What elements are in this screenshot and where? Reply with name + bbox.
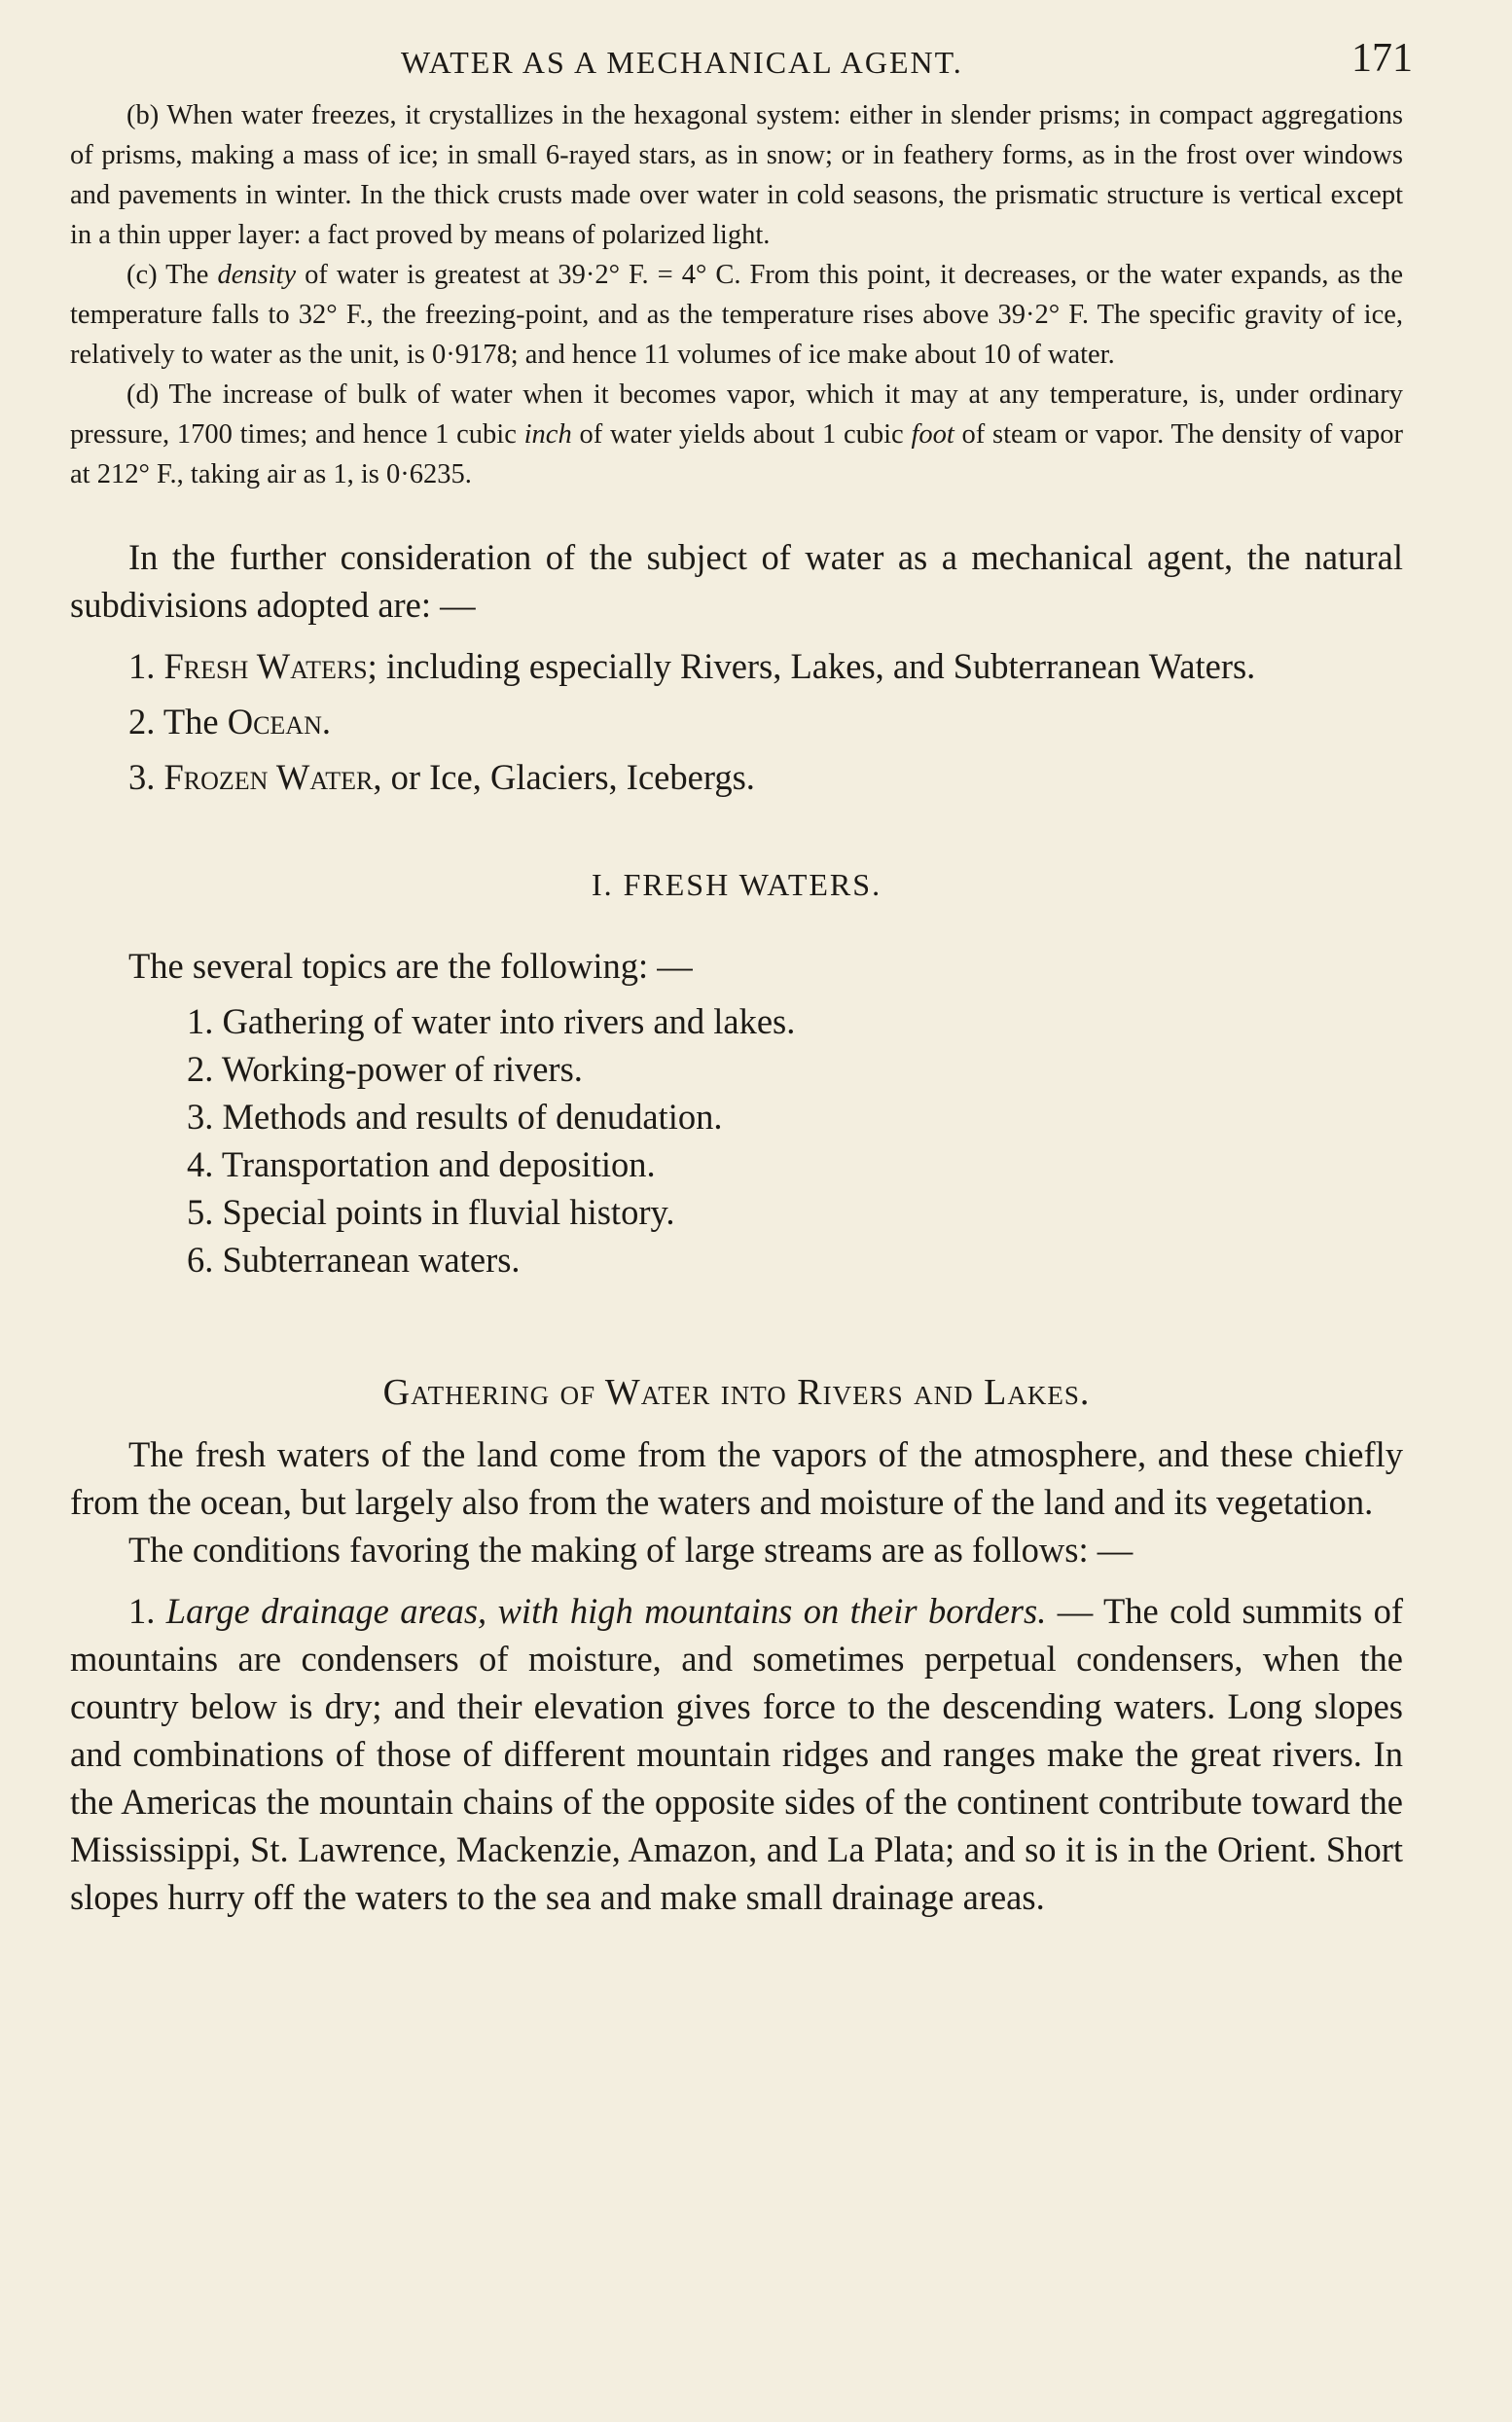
item-text: . (321, 702, 331, 741)
note-c-italic: density (217, 260, 297, 290)
item-text: Subterranean waters. (222, 1240, 521, 1280)
item-number: 1. (187, 1001, 214, 1041)
note-b-text: When water freezes, it crystallizes in the hexagonal system: either in slender prisms; in compact aggregations of prisms, making a mass of ice; in small 6-rayed stars, as in snow; or in feathery forms, as in the frost over windows and pavements in winter. In the thick crusts made over water in cold seasons, the prismatic structure is vertical except in a thin upper layer: a fact proved by means of polarized light. (70, 100, 1403, 250)
item-text: Working-power of rivers. (221, 1049, 583, 1089)
note-d-text1: The increase of bulk of water when it becomes vapor, which it may at any temperature, is, under ordinary pressure, 1700 times; and hence 1 cubic (70, 380, 1403, 450)
item-title: Ocean (227, 702, 322, 741)
item-text: Transportation and deposition. (221, 1144, 656, 1184)
item-number: 2. (187, 1049, 214, 1089)
item-number: 3. (187, 1097, 214, 1137)
running-title: WATER AS A MECHANICAL AGENT. (401, 45, 963, 80)
intro-paragraph: In the further consideration of the subject of water as a mechanical agent, the natural subdivisions adopted are: — (70, 537, 1403, 625)
item-number: 1. (128, 646, 156, 686)
note-c-text: of water is greatest at 39·2° F. = 4° C. From this point, it decreases, or the water expands, as the temperature falls to 32° F., the freezing-point, and as the temperature rises above 39·2° F. The specific gravity of ice, relatively to water as the unit, is 0·9178; and hence 11 volumes of ice make about 10 of water. (70, 260, 1404, 370)
section-heading: I. FRESH WATERS. (591, 867, 882, 902)
point-text: — The cold summits of mountains are condensers of moisture, and sometimes perpetual condensers, when the country below is dry; and their elevation gives force to the descending waters. Long slopes and combinations of those of different mountain ridges and ranges make the great rivers. In the Americas the mountain chains of the opposite sides of the continent contribute toward the Mississippi, St. Lawrence, Mackenzie, Amazon, and La Plata; and so it is in the Orient. Short slopes hurry off the waters to the sea and make small drainage areas. (70, 1591, 1403, 1917)
note-d-italic2: foot (911, 419, 954, 450)
subdivisions-list (70, 642, 1403, 801)
subsection-heading: Gathering of Water into Rivers and Lakes. (382, 1372, 1091, 1413)
item-number: 3. (128, 757, 156, 797)
note-c (70, 255, 1403, 375)
item-pre: The (162, 702, 219, 741)
note-b-marker: (b) (126, 100, 160, 130)
item-text: Methods and results of denudation. (222, 1097, 723, 1137)
item-number: 4. (187, 1144, 214, 1184)
item-number: 2. (128, 702, 156, 741)
note-d-marker: (d) (126, 380, 160, 410)
topic-item (70, 1140, 1403, 1188)
note-b (70, 95, 1403, 255)
item-text: Gathering of water into rivers and lakes. (222, 1001, 796, 1041)
note-d-italic1: inch (523, 419, 572, 450)
item-number: 5. (187, 1192, 214, 1232)
main-text (70, 533, 1403, 1921)
gathering-point-1 (70, 1587, 1403, 1921)
note-d-text2: of water yields about 1 cubic (579, 419, 904, 450)
subdivision-item (70, 753, 1403, 801)
page-number: 171 (1351, 36, 1413, 81)
item-text: ; including especially Rivers, Lakes, and Subterranean Waters. (367, 646, 1256, 686)
topic-item (70, 1236, 1403, 1283)
note-d-text3: of steam or vapor. The density of vapor at 212° F., taking air as 1, is 0·6235. (70, 419, 1404, 489)
item-text: Special points in fluvial history. (222, 1192, 675, 1232)
topics-intro: The several topics are the following: — (128, 946, 693, 986)
item-text: , or Ice, Glaciers, Icebergs. (373, 757, 755, 797)
subdivision-item (70, 698, 1403, 745)
point-title: Large drainage areas, with high mountains on their borders. (165, 1591, 1047, 1631)
topics-list (70, 997, 1403, 1283)
point-number: 1. (128, 1591, 156, 1631)
notes-block (70, 95, 1403, 494)
running-head (70, 27, 1413, 95)
item-number: 6. (187, 1240, 214, 1280)
item-title: Frozen Water (163, 757, 374, 797)
topic-item (70, 1093, 1403, 1140)
subdivision-item (70, 642, 1403, 690)
note-c-pre: The (165, 260, 209, 290)
note-d (70, 375, 1403, 494)
note-c-marker: (c) (126, 260, 158, 290)
page (70, 27, 1413, 1921)
topic-item (70, 1045, 1403, 1093)
gathering-paragraph-2: The conditions favoring the making of large streams are as follows: — (128, 1530, 1134, 1570)
item-title: Fresh Waters (163, 646, 368, 686)
topic-item (70, 1188, 1403, 1236)
topic-item (70, 997, 1403, 1045)
gathering-paragraph-1: The fresh waters of the land come from the vapors of the atmosphere, and these chiefly from the ocean, but largely also from the waters and moisture of the land and its vegetation. (70, 1434, 1403, 1522)
